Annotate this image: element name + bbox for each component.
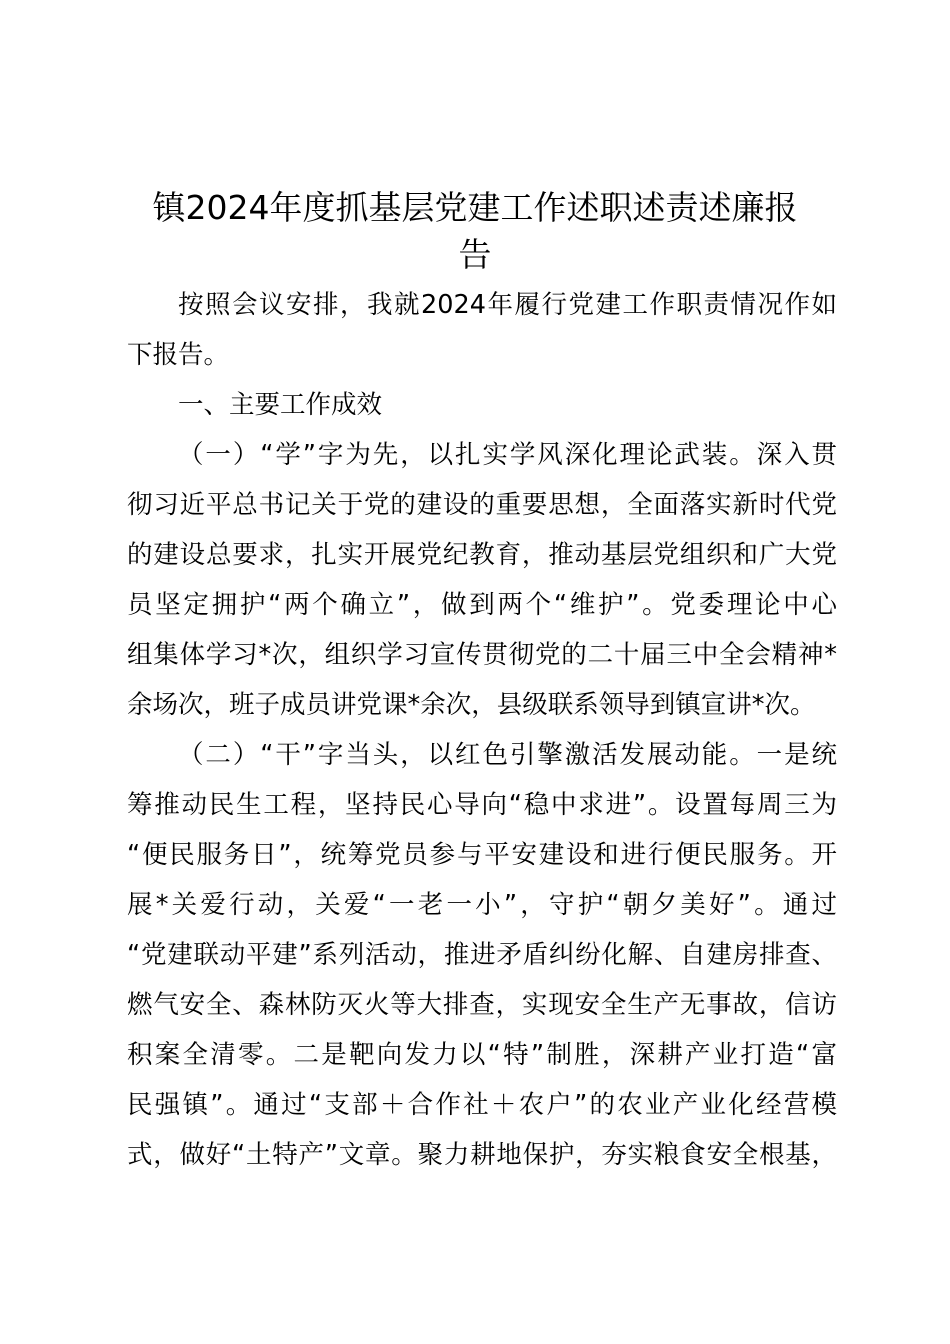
text-line: 式，做好“土特产”文章。聚力耕地保护，夯实粮食安全根基， <box>127 1140 837 1170</box>
text-line: 展*关爱行动，关爱“一老一小”，守护“朝夕美好”。通过 <box>127 890 837 920</box>
document-body <box>127 280 837 1180</box>
text-line: 积案全清零。二是靶向发力以“特”制胜，深耕产业打造“富 <box>127 1040 837 1070</box>
text-line: 一、主要工作成效 <box>178 390 383 420</box>
document-title-line-1: 镇2024年度抓基层党建工作述职述责述廉报 <box>152 188 798 227</box>
paragraph-intro <box>127 280 837 380</box>
document-title-line-2: 告 <box>458 235 492 274</box>
text-line: “便民服务日”，统筹党员参与平安建设和进行便民服务。开 <box>127 840 837 870</box>
paragraph-study <box>127 430 837 730</box>
text-line: 员坚定拥护“两个确立”，做到两个“维护”。党委理论中心 <box>127 590 837 620</box>
text-line: （一）“学”字为先，以扎实学风深化理论武装。深入贯 <box>178 440 837 470</box>
text-line: 余场次，班子成员讲党课*余次，县级联系领导到镇宣讲*次。 <box>127 690 816 720</box>
text-line: 按照会议安排，我就2024年履行党建工作职责情况作如 <box>178 290 837 320</box>
text-line: （二）“干”字当头，以红色引擎激活发展动能。一是统 <box>178 740 837 770</box>
text-line: 彻习近平总书记关于党的建设的重要思想，全面落实新时代党 <box>127 490 837 520</box>
section-heading <box>127 380 837 430</box>
text-line: 的建设总要求，扎实开展党纪教育，推动基层党组织和广大党 <box>127 540 837 570</box>
text-line: 燃气安全、森林防灭火等大排查，实现安全生产无事故，信访 <box>127 990 837 1020</box>
text-line: 筹推动民生工程，坚持民心导向“稳中求进”。设置每周三为 <box>127 790 837 820</box>
text-line: 组集体学习*次，组织学习宣传贯彻党的二十届三中全会精神* <box>127 640 837 670</box>
paragraph-action <box>127 730 837 1180</box>
text-line: “党建联动平建”系列活动，推进矛盾纠纷化解、自建房排查、 <box>127 940 837 970</box>
text-line: 民强镇”。通过“支部＋合作社＋农户”的农业产业化经营模 <box>127 1090 837 1120</box>
text-line: 下报告。 <box>127 340 230 370</box>
